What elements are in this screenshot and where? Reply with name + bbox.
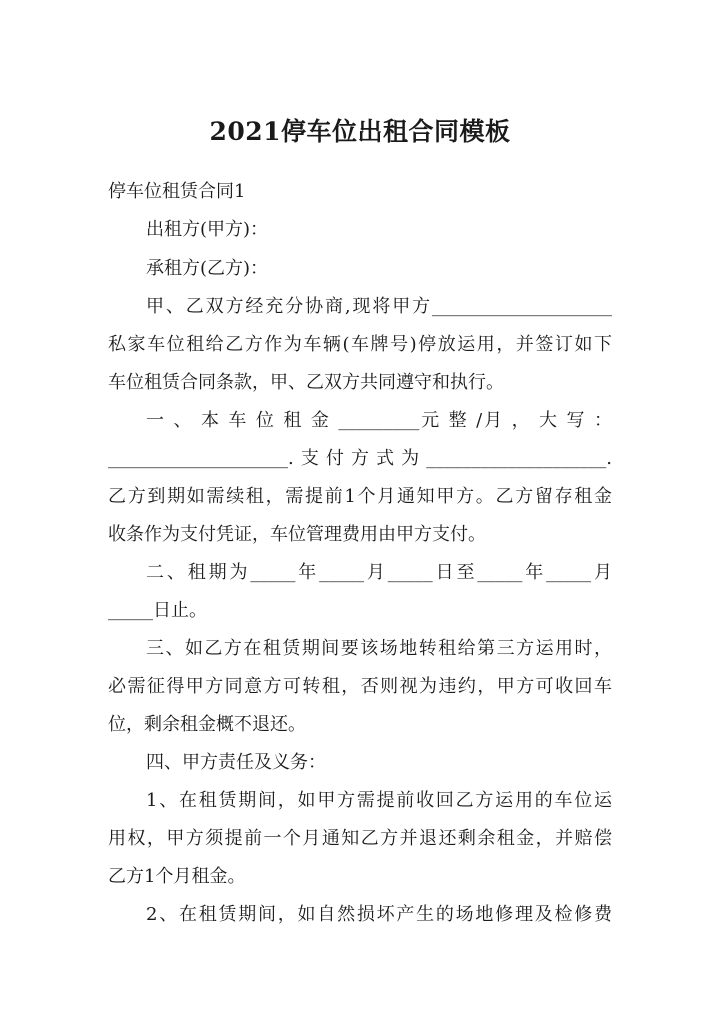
document-title: 2021停车位出租合同模板 <box>209 117 511 146</box>
clause-3-line: 必需征得甲方同意方可转租，否则视为违约，甲方可收回车 <box>108 676 612 697</box>
clause-4-item-line: 2、在租赁期间，如自然损坏产生的场地修理及检修费 <box>146 904 612 925</box>
clause-4-item-line: 1、在租赁期间，如甲方需提前收回乙方运用的车位运 <box>146 790 612 811</box>
clause-1-line: ____________________.支付方式为____________________. <box>108 448 612 469</box>
clause-4-item-line: 用权，甲方须提前一个月通知乙方并退还剩余租金，并赔偿 <box>108 828 612 849</box>
paragraph-line: 私家车位租给乙方作为车辆(车牌号)停放运用，并签订如下 <box>108 334 612 355</box>
lessor-line: 出租方(甲方)： <box>146 219 269 240</box>
clause-2-line: 二、租期为_____年_____月_____日至_____年_____月 <box>146 562 612 583</box>
clause-3-line: 三、如乙方在租赁期间要该场地转租给第三方运用时， <box>146 638 612 659</box>
paragraph-line: 车位租赁合同条款，甲、乙双方共同遵守和执行。 <box>108 372 504 393</box>
contract-heading: 停车位租赁合同1 <box>108 181 246 202</box>
clause-1-line: 一 、 本 车 位 租 金 _________元 整 /月 ， 大 写 ： <box>146 410 612 431</box>
paragraph-line: 甲、乙双方经充分协商,现将甲方____________________ <box>146 296 612 317</box>
clause-2-line: _____日止。 <box>108 600 207 621</box>
clause-1-line: 收条作为支付凭证，车位管理费用由甲方支付。 <box>108 524 486 545</box>
lessee-line: 承租方(乙方)： <box>146 258 269 279</box>
clause-1-line: 乙方到期如需续租，需提前1个月通知甲方。乙方留存租金 <box>108 486 612 507</box>
clause-4-item-line: 乙方1个月租金。 <box>108 866 246 887</box>
clause-3-line: 位，剩余租金概不退还。 <box>108 714 306 735</box>
clause-4-heading: 四、甲方责任及义务： <box>146 752 326 773</box>
